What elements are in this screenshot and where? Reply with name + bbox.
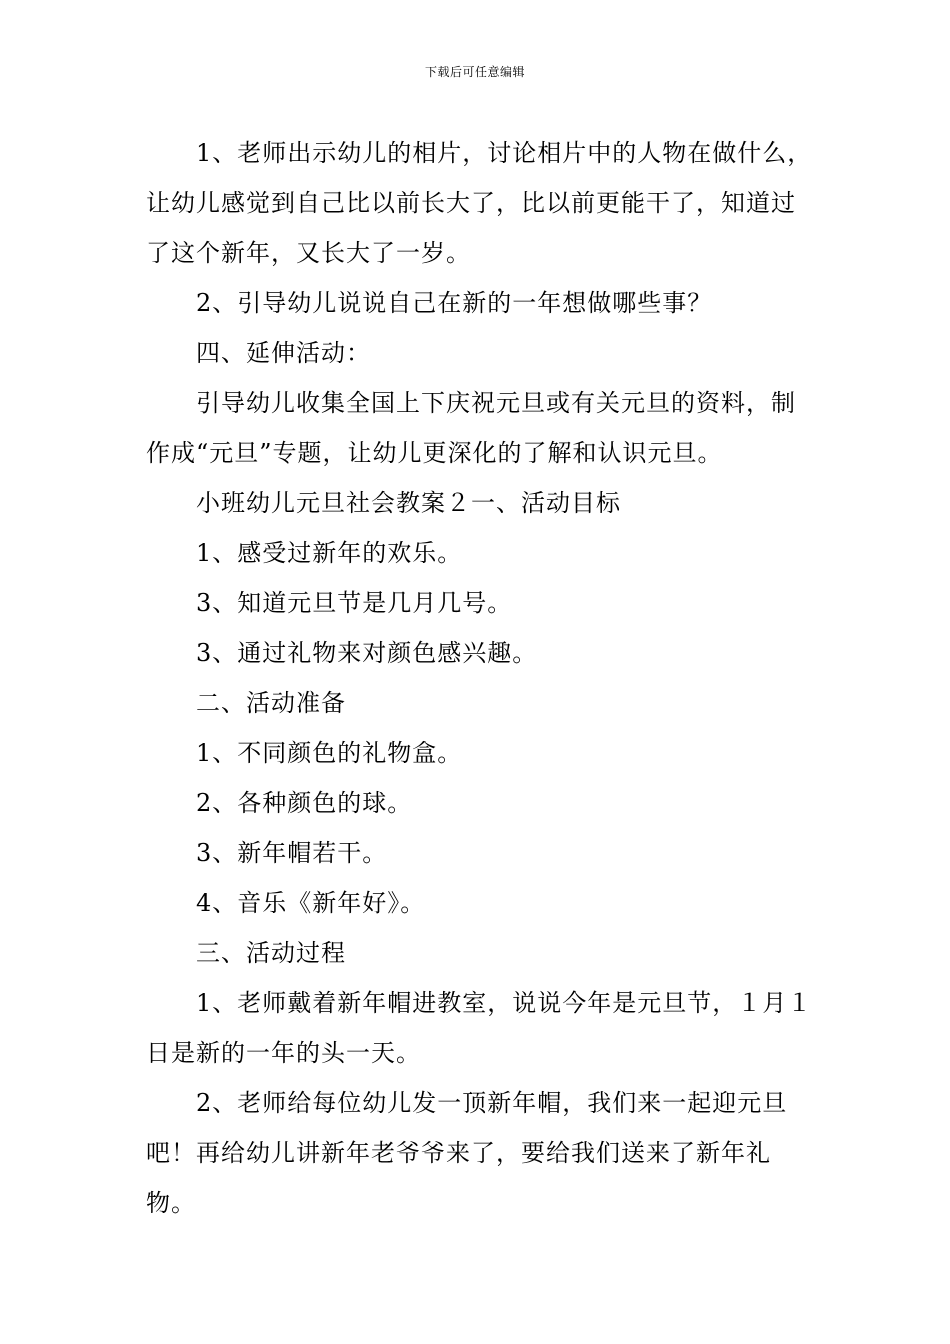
list-item: 4、音乐《新年好》。 — [196, 889, 426, 917]
paragraph: 1、老师出示幼儿的相片，讨论相片中的人物在做什么，让幼儿感觉到自己比以前长大了，比以前更能干了，知道过了这个新年，又长大了一岁。 — [146, 139, 813, 267]
list-item: 2、各种颜色的球。 — [196, 789, 413, 817]
paragraph: 1、老师戴着新年帽进教室，说说今年是元旦节，１月１日是新的一年的头一天。 — [146, 989, 813, 1067]
section-heading: 小班幼儿元旦社会教案２一、活动目标 — [196, 489, 621, 517]
document-body — [146, 128, 816, 1228]
paragraph: 引导幼儿收集全国上下庆祝元旦或有关元旦的资料，制作成“元旦”专题，让幼儿更深化的了解和认识元旦。 — [146, 389, 796, 467]
section-heading: 二、活动准备 — [196, 689, 346, 717]
list-item: 1、不同颜色的礼物盒。 — [196, 739, 463, 767]
list-item: 3、知道元旦节是几月几号。 — [196, 589, 513, 617]
list-item: 1、感受过新年的欢乐。 — [196, 539, 463, 567]
list-item: 3、通过礼物来对颜色感兴趣。 — [196, 639, 538, 667]
section-heading: 四、延伸活动： — [196, 339, 371, 367]
list-item: 3、新年帽若干。 — [196, 839, 388, 867]
paragraph: 2、老师给每位幼儿发一顶新年帽，我们来一起迎元旦吧！再给幼儿讲新年老爷爷来了，要给我们送来了新年礼物。 — [146, 1089, 788, 1217]
section-heading: 三、活动过程 — [196, 939, 346, 967]
paragraph: 2、引导幼儿说说自己在新的一年想做哪些事？ — [196, 289, 713, 317]
page-header-note: 下载后可任意编辑 — [424, 65, 525, 79]
